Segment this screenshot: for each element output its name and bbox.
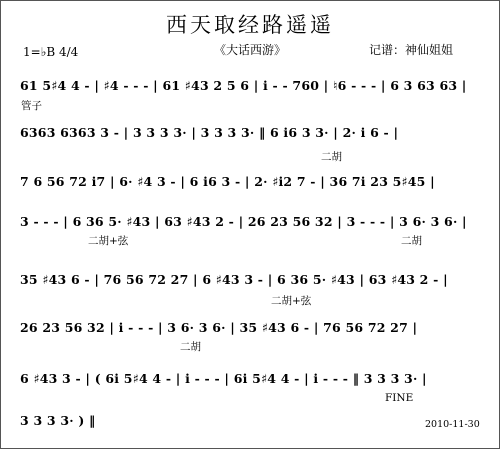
fine-marking: FINE <box>385 392 414 404</box>
key-signature: 1=♭B 4/4 <box>23 45 79 59</box>
score-line-6: 26 23 56 32 | i - - - | 3 6· 3 6· | 35 ♯43 6 - | 76 56 72 27 | <box>20 320 418 335</box>
instrument-note-erhu-xian-2: 二胡+弦 <box>271 295 312 307</box>
score-line-5: 35 ♯43 6 - | 76 56 72 27 | 6 ♯43 3 - | 6 36 5· ♯43 | 63 ♯43 2 - | <box>20 272 448 287</box>
instrument-note-erhu-2: 二胡 <box>401 235 422 247</box>
transcriber-credit: 记谱：神仙姐姐 <box>369 43 454 57</box>
transcription-date: 2010-11-30 <box>425 419 480 430</box>
score-line-8: 3 3 3 3· ) ‖ <box>20 413 96 428</box>
score-title: 西天取经路遥遥 <box>166 13 334 37</box>
score-line-2: 6363 6363 3 - | 3 3 3 3· | 3 3 3 3· ‖ 6 i6 3 3· | 2· i 6 - | <box>20 125 399 140</box>
score-line-4: 3 - - - | 6 36 5· ♯43 | 63 ♯43 2 - | 26 23 56 32 | 3 - - - | 3 6· 3 6· | <box>20 214 467 229</box>
instrument-note-erhu-3: 二胡 <box>180 341 201 353</box>
instrument-note-erhu-1: 二胡 <box>321 151 342 163</box>
score-line-3: 7 6 56 72 i7 | 6· ♯4 3 - | 6 i6 3 - | 2· ♯i2 7 - | 36 7i 23 5♯45 | <box>20 174 435 189</box>
score-line-1: 61 5♯4 4 - | ♯4 - - - | 61 ♯43 2 5 6 | i - - 760 | ♮6 - - - | 6 3 63 63 | <box>20 78 467 93</box>
instrument-note-guanzi: 管子 <box>21 100 42 112</box>
instrument-note-erhu-xian-1: 二胡+弦 <box>88 235 129 247</box>
score-line-7: 6 ♯43 3 - | ( 6i 5♯4 4 - | i - - - | 6i 5♯4 4 - | i - - - ‖ 3 3 3 3· | <box>20 371 427 386</box>
score-subtitle: 《大话西游》 <box>213 43 286 57</box>
